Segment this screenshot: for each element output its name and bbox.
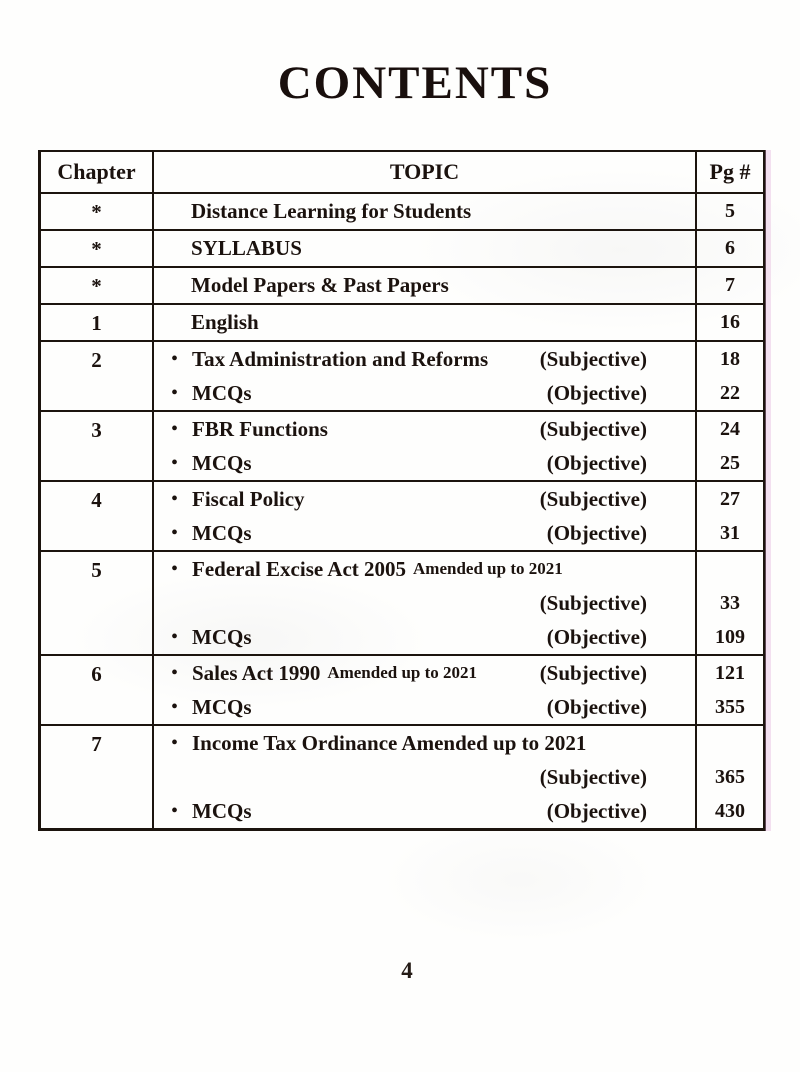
topic-text	[154, 487, 305, 512]
chapter-cell: 5	[41, 552, 154, 654]
topic-type-tag: (Objective)	[546, 624, 647, 649]
topic-cell	[154, 552, 697, 654]
table-row	[41, 340, 763, 410]
topic-line	[154, 620, 695, 654]
page-number: 31	[720, 522, 740, 544]
chapter-cell: 3	[41, 412, 154, 480]
topic-line	[154, 231, 695, 265]
topic-title: Fiscal Policy	[192, 486, 305, 511]
page-number: 27	[720, 488, 740, 510]
topic-line	[154, 794, 695, 828]
topic-line	[154, 690, 695, 724]
topic-title: MCQs	[192, 520, 252, 545]
topic-type-tag: (Subjective)	[539, 416, 647, 441]
page-number	[697, 726, 763, 760]
contents-table	[38, 150, 766, 831]
page-number: 33	[720, 592, 740, 614]
bullet-icon: •	[171, 418, 179, 440]
bullet-icon: •	[171, 488, 179, 510]
topic-text	[154, 521, 252, 546]
chapter-cell: *	[41, 194, 154, 229]
topic-type-tag: (Subjective)	[539, 590, 647, 615]
topic-cell	[154, 194, 697, 229]
topic-line	[154, 482, 695, 516]
topic-line	[154, 194, 695, 228]
page-cell	[697, 268, 763, 303]
topic-subtitle: Amended up to 2021	[327, 663, 478, 682]
topic-line	[154, 412, 695, 446]
topic-title: MCQs	[192, 380, 252, 405]
chapter-cell: 1	[41, 305, 154, 340]
page-cell	[697, 231, 763, 266]
page-cell	[697, 305, 763, 340]
topic-line	[154, 656, 695, 690]
topic-type-tag: (Objective)	[546, 380, 647, 405]
topic-text	[154, 236, 302, 261]
topic-text	[154, 347, 488, 372]
topic-line	[154, 342, 695, 376]
bullet-icon: •	[171, 558, 179, 580]
page-number: 6	[725, 237, 735, 259]
topic-title: Distance Learning for Students	[191, 198, 472, 223]
page-number: 121	[715, 662, 745, 684]
bullet-icon: •	[171, 382, 179, 404]
topic-cell	[154, 231, 697, 266]
topic-type-tag: (Subjective)	[539, 486, 647, 511]
chapter-cell: 4	[41, 482, 154, 550]
table-header-row	[41, 152, 763, 192]
table-row	[41, 654, 763, 724]
footer-page-number: 4	[401, 958, 413, 983]
chapter-cell: 2	[41, 342, 154, 410]
column-header-topic: TOPIC	[154, 152, 697, 192]
topic-line	[154, 516, 695, 550]
table-row	[41, 266, 763, 303]
page-cell	[697, 552, 763, 654]
page-number: 24	[720, 418, 740, 440]
bullet-icon: •	[171, 732, 179, 754]
page-number: 18	[720, 348, 740, 370]
table-row	[41, 550, 763, 654]
chapter-cell: 7	[41, 726, 154, 828]
topic-text	[154, 310, 259, 335]
bullet-icon: •	[171, 800, 179, 822]
topic-line	[154, 552, 695, 586]
bullet-icon: •	[171, 452, 179, 474]
page-cell	[697, 656, 763, 724]
topic-title: MCQs	[192, 450, 252, 475]
topic-line	[154, 760, 695, 794]
topic-text	[154, 625, 252, 650]
topic-cell	[154, 656, 697, 724]
topic-type-tag: (Objective)	[546, 520, 647, 545]
page-number: 365	[715, 766, 745, 788]
table-body	[41, 192, 763, 828]
chapter-cell: 6	[41, 656, 154, 724]
page-number: 5	[725, 200, 735, 222]
table-row	[41, 229, 763, 266]
page-number: 16	[720, 311, 740, 333]
table-row	[41, 724, 763, 828]
topic-type-tag: (Objective)	[546, 798, 647, 823]
topic-type-tag: (Subjective)	[539, 346, 647, 371]
topic-title: Income Tax Ordinance Amended up to 2021	[192, 730, 587, 755]
page-number: 430	[715, 800, 745, 822]
topic-title: MCQs	[192, 694, 252, 719]
topic-line	[154, 268, 695, 302]
table-row	[41, 303, 763, 340]
topic-text	[154, 557, 563, 582]
topic-text	[154, 695, 252, 720]
column-header-chapter: Chapter	[41, 152, 154, 192]
table-row	[41, 410, 763, 480]
page-title: CONTENTS	[277, 57, 553, 109]
topic-title: FBR Functions	[192, 416, 328, 441]
topic-type-tag: (Subjective)	[539, 660, 647, 685]
topic-text	[154, 799, 252, 824]
topic-title: English	[191, 309, 259, 334]
topic-subtitle: Amended up to 2021	[413, 559, 563, 578]
topic-title: Model Papers & Past Papers	[191, 272, 449, 297]
bullet-icon: •	[171, 626, 179, 648]
table-row	[41, 192, 763, 229]
page-cell	[697, 412, 763, 480]
topic-text	[154, 731, 586, 756]
topic-type-tag: (Objective)	[546, 450, 647, 475]
topic-text	[154, 199, 471, 224]
page-number: 355	[715, 696, 745, 718]
page-cell	[697, 726, 763, 828]
topic-title: Sales Act 1990	[192, 660, 321, 685]
topic-cell	[154, 342, 697, 410]
topic-text	[154, 381, 252, 406]
page-number: 25	[720, 452, 740, 474]
page-number: 22	[720, 382, 740, 404]
bullet-icon: •	[171, 696, 179, 718]
page-number	[697, 552, 763, 586]
topic-title: Tax Administration and Reforms	[192, 346, 489, 371]
topic-text	[154, 417, 328, 442]
topic-line	[154, 376, 695, 410]
bullet-icon: •	[171, 348, 179, 370]
bullet-icon: •	[171, 522, 179, 544]
topic-text	[154, 661, 477, 686]
column-header-page: Pg #	[709, 159, 751, 184]
topic-type-tag: (Objective)	[546, 694, 647, 719]
topic-type-tag: (Subjective)	[539, 764, 647, 789]
topic-cell	[154, 305, 697, 340]
bullet-icon: •	[171, 662, 179, 684]
chapter-cell: *	[41, 268, 154, 303]
page-cell	[697, 482, 763, 550]
page-number: 109	[715, 626, 745, 648]
chapter-cell: *	[41, 231, 154, 266]
topic-cell	[154, 412, 697, 480]
topic-title: Federal Excise Act 2005	[192, 556, 407, 581]
page-cell	[697, 194, 763, 229]
topic-line	[154, 586, 695, 620]
topic-cell	[154, 726, 697, 828]
topic-title: MCQs	[192, 624, 252, 649]
table-row	[41, 480, 763, 550]
topic-line	[154, 305, 695, 339]
topic-line	[154, 726, 695, 760]
topic-text	[154, 273, 449, 298]
topic-text	[154, 451, 252, 476]
page-number: 7	[725, 274, 735, 296]
topic-cell	[154, 268, 697, 303]
page-cell	[697, 342, 763, 410]
topic-cell	[154, 482, 697, 550]
topic-title: MCQs	[192, 798, 252, 823]
topic-title: SYLLABUS	[191, 235, 302, 260]
topic-line	[154, 446, 695, 480]
